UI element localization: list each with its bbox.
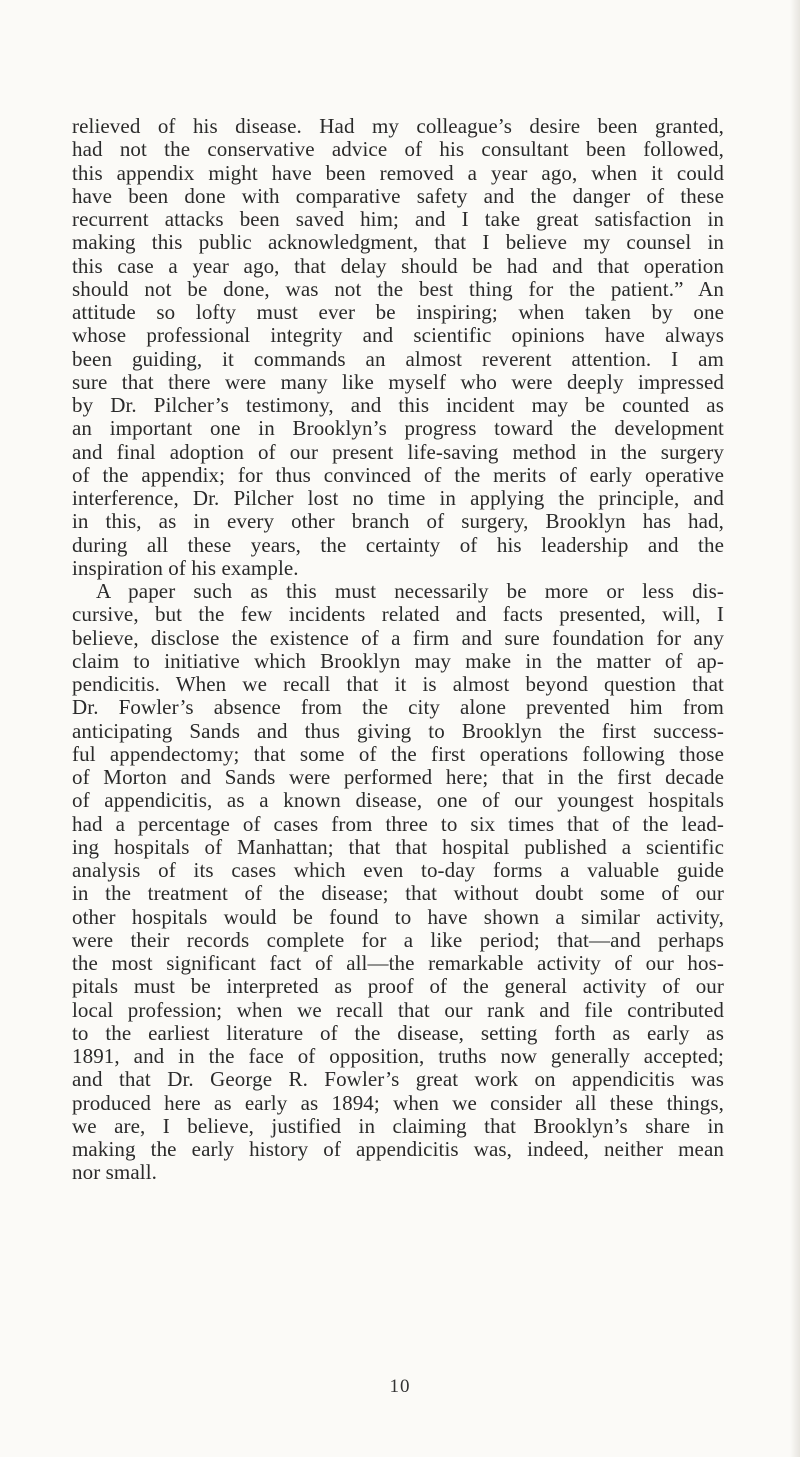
text-line: in this, as in every other branch of surgery, Brooklyn has had, xyxy=(72,509,724,534)
text-line: relieved of his disease. Had my colleague’s desire been granted, xyxy=(72,114,724,138)
text-line: we are, I believe, justified in claiming that Brooklyn’s share in xyxy=(72,1113,724,1138)
text-line: should not be done, was not the best thing for the patient.” An xyxy=(72,276,724,301)
text-line: Dr. Fowler’s absence from the city alone prevented him from xyxy=(72,695,724,720)
text-line: nor small. xyxy=(72,1160,157,1185)
text-line: sure that there were many like myself who were deeply impressed xyxy=(72,369,724,394)
text-line: pitals must be interpreted as proof of the general activity of our xyxy=(72,974,724,999)
paragraph xyxy=(72,580,724,1185)
page-body xyxy=(72,115,724,1185)
text-line: were their records complete for a like period; that—and perhaps xyxy=(72,927,724,952)
text-line: of appendicitis, as a known disease, one of our youngest hospitals xyxy=(72,788,724,813)
text-line: to the earliest literature of the disease, setting forth as early as xyxy=(72,1020,724,1045)
text-line: interference, Dr. Pilcher lost no time in applying the principle, and xyxy=(72,486,724,510)
text-line: cursive, but the few incidents related and facts presented, will, I xyxy=(72,602,724,627)
text-line: and final adoption of our present life-saving method in the surgery xyxy=(72,439,724,464)
page-edge-shadow xyxy=(790,0,800,1457)
paragraph xyxy=(72,115,724,580)
text-line: inspiration of his example. xyxy=(72,555,299,580)
text-line: whose professional integrity and scientific opinions have always xyxy=(72,323,724,348)
text-line: ful appendectomy; that some of the first operations following those xyxy=(72,741,724,766)
text-line: had a percentage of cases from three to six times that of the lead- xyxy=(72,811,724,836)
text-line: of Morton and Sands were performed here; that in the first decade xyxy=(72,765,724,789)
text-line: claim to initiative which Brooklyn may make in the matter of ap- xyxy=(72,648,724,673)
text-line: analysis of its cases which even to-day forms a valuable guide xyxy=(72,858,724,882)
text-line: other hospitals would be found to have shown a similar activity, xyxy=(72,904,724,929)
text-line: had not the conservative advice of his consultant been followed, xyxy=(72,137,724,162)
text-line: making the early history of appendicitis was, indeed, neither mean xyxy=(72,1137,724,1161)
text-line: in the treatment of the disease; that without doubt some of our xyxy=(72,881,724,906)
text-line: making this public acknowledgment, that I believe my counsel in xyxy=(72,230,724,255)
text-line: local profession; when we recall that our rank and file contributed xyxy=(72,997,724,1022)
text-line: pendicitis. When we recall that it is almost beyond question that xyxy=(72,672,724,696)
text-line: by Dr. Pilcher’s testimony, and this incident may be counted as xyxy=(72,393,724,417)
text-line: during all these years, the certainty of his leadership and the xyxy=(72,532,724,557)
text-line: anticipating Sands and thus giving to Brooklyn the first success- xyxy=(72,718,724,743)
text-line: attitude so lofty must ever be inspiring; when taken by one xyxy=(72,300,724,324)
text-line: 1891, and in the face of opposition, truths now generally accepted; xyxy=(72,1044,724,1068)
text-line: the most significant fact of all—the remarkable activity of our hos- xyxy=(72,951,724,975)
text-line: and that Dr. George R. Fowler’s great work on appendicitis was xyxy=(72,1067,724,1092)
text-line: this appendix might have been removed a year ago, when it could xyxy=(72,160,724,185)
text-line: recurrent attacks been saved him; and I take great satisfaction in xyxy=(72,207,724,231)
text-line: been guiding, it commands an almost reverent attention. I am xyxy=(72,346,724,371)
text-line: have been done with comparative safety and the danger of these xyxy=(72,183,724,208)
text-line: produced here as early as 1894; when we consider all these things, xyxy=(72,1090,724,1115)
text-line: of the appendix; for thus convinced of the merits of early operative xyxy=(72,462,724,487)
page-number: 10 xyxy=(389,1376,411,1397)
text-line: believe, disclose the existence of a firm and sure foundation for any xyxy=(72,625,724,650)
text-line: A paper such as this must necessarily be more or less dis- xyxy=(96,579,724,603)
text-line: an important one in Brooklyn’s progress toward the development xyxy=(72,416,724,441)
text-line: ing hospitals of Manhattan; that that hospital published a scientific xyxy=(72,834,724,859)
text-line: this case a year ago, that delay should be had and that operation xyxy=(72,253,724,278)
